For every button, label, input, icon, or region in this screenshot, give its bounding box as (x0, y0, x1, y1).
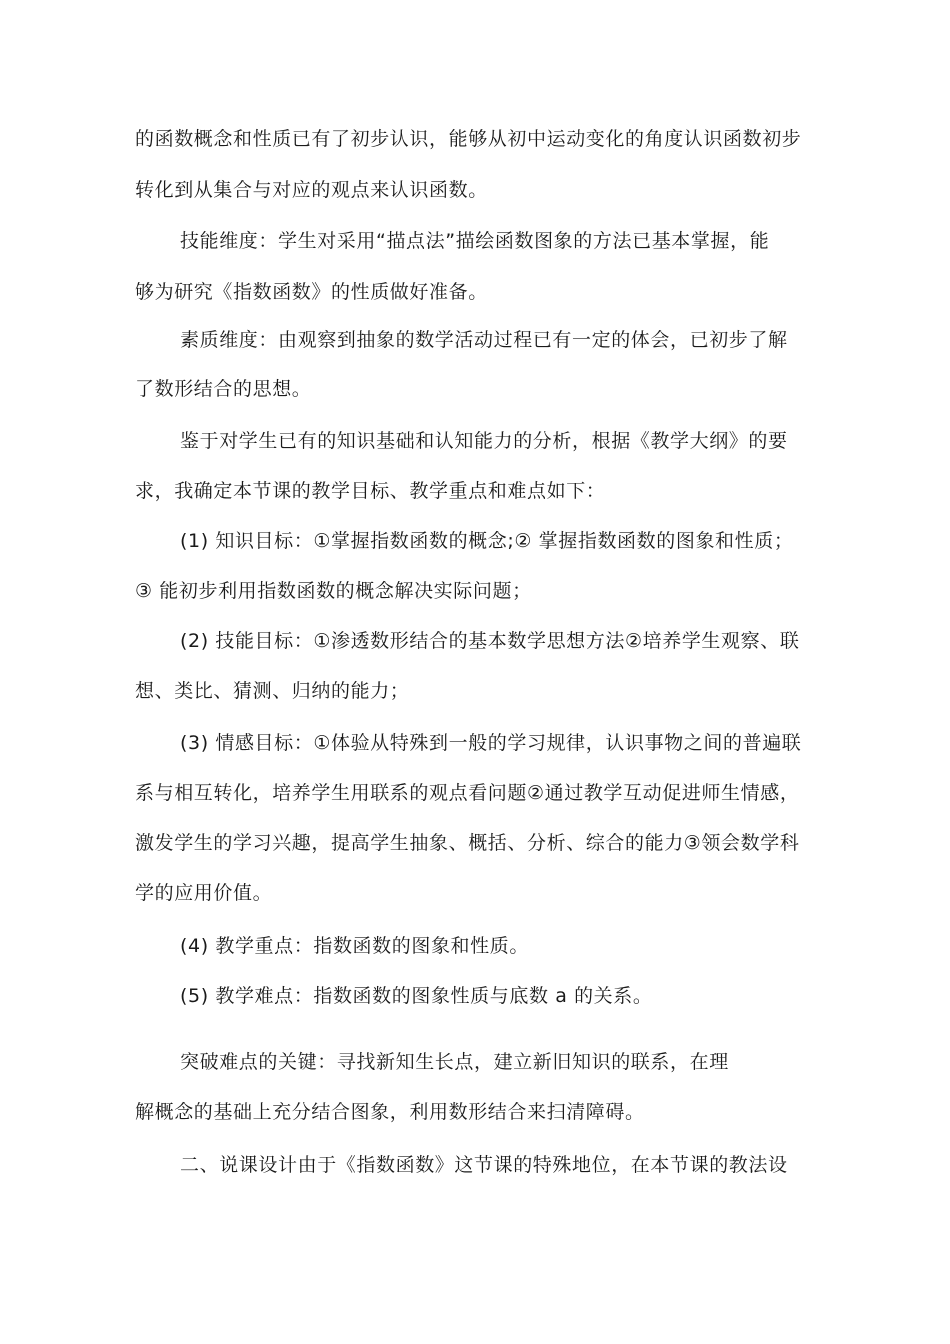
text-line: 激发学生的学习兴趣，提高学生抽象、概括、分析、综合的能力③领会数学科 (135, 832, 800, 854)
text-line: 转化到从集合与对应的观点来认识函数。 (135, 179, 488, 201)
text-line: 想、类比、猜测、归纳的能力； (135, 680, 410, 702)
paragraph-first-line: 技能维度：学生对采用“描点法”描绘函数图象的方法已基本掌握，能 (180, 230, 770, 252)
text-line: 解概念的基础上充分结合图象，利用数形结合来扫清障碍。 (135, 1101, 645, 1123)
paragraph-first-line: 素质维度：由观察到抽象的数学活动过程已有一定的体会，已初步了解 (180, 329, 788, 351)
paragraph-first-line: 突破难点的关键：寻找新知生长点，建立新旧知识的联系，在理 (180, 1051, 729, 1073)
list-item-emotion-goal: (3) 情感目标：①体验从特殊到一般的学习规律，认识事物之间的普遍联 (180, 732, 802, 754)
text-line: 求，我确定本节课的教学目标、教学重点和难点如下： (135, 480, 606, 502)
section-heading-line: 二、说课设计由于《指数函数》这节课的特殊地位，在本节课的教法设 (180, 1154, 788, 1176)
text-line: 学的应用价值。 (135, 882, 273, 904)
text-line: ③ 能初步利用指数函数的概念解决实际问题； (135, 580, 532, 602)
text-line: 的函数概念和性质已有了初步认识，能够从初中运动变化的角度认识函数初步 (135, 128, 802, 150)
text-line: 够为研究《指数函数》的性质做好准备。 (135, 281, 488, 303)
list-item-knowledge-goal: (1) 知识目标：①掌握指数函数的概念;② 掌握指数函数的图象和性质； (180, 530, 794, 552)
list-item-difficulty: (5) 教学难点：指数函数的图象性质与底数 a 的关系。 (180, 985, 653, 1007)
text-line: 了数形结合的思想。 (135, 378, 312, 400)
paragraph-first-line: 鉴于对学生已有的知识基础和认知能力的分析，根据《教学大纲》的要 (180, 430, 788, 452)
list-item-skill-goal: (2) 技能目标：①渗透数形结合的基本数学思想方法②培养学生观察、联 (180, 630, 800, 652)
text-line: 系与相互转化，培养学生用联系的观点看问题②通过教学互动促进师生情感， (135, 782, 800, 804)
list-item-key-point: (4) 教学重点：指数函数的图象和性质。 (180, 935, 529, 957)
